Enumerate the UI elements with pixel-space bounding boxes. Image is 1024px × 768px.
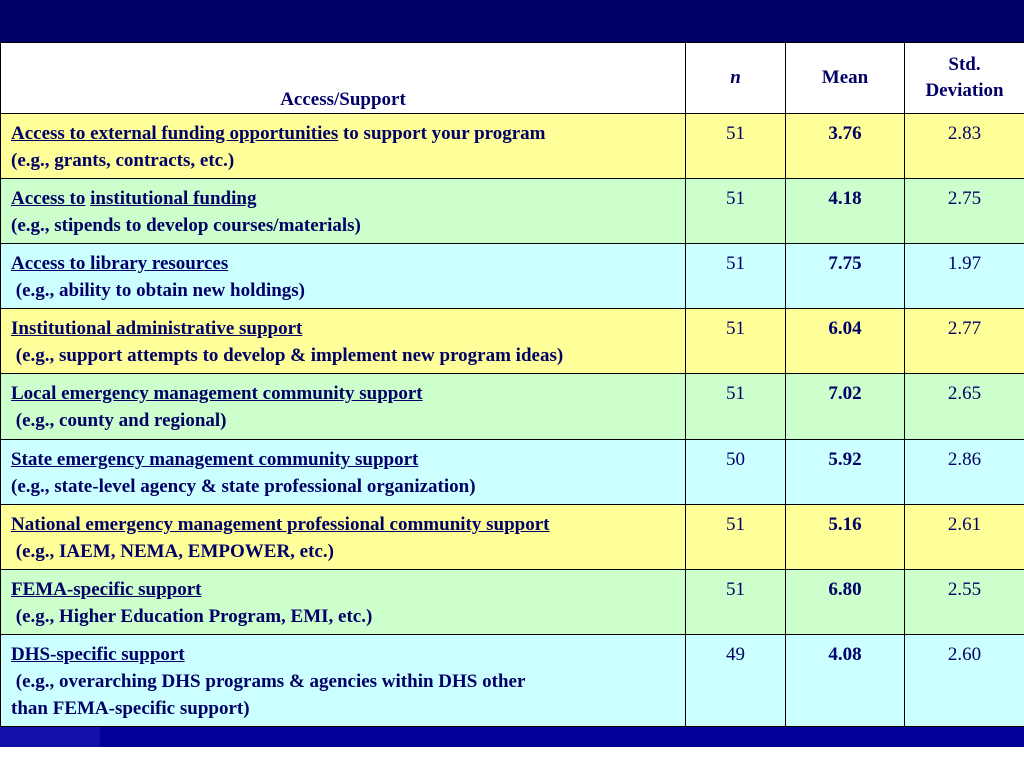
row-label bbox=[1, 179, 686, 244]
row-link[interactable]: State emergency management community support bbox=[11, 449, 419, 470]
row-n: 49 bbox=[686, 635, 786, 727]
row-link[interactable]: National emergency management professional community support bbox=[11, 514, 550, 535]
row-n: 51 bbox=[686, 244, 786, 309]
row-mean: 4.18 bbox=[786, 179, 905, 244]
row-link[interactable]: Local emergency management community support bbox=[11, 383, 423, 404]
header-row bbox=[1, 43, 1024, 114]
top-title-band bbox=[0, 0, 1024, 42]
row-std-deviation: 2.83 bbox=[905, 114, 1024, 179]
table-row bbox=[1, 309, 1024, 374]
row-mean: 3.76 bbox=[786, 114, 905, 179]
row-std-deviation: 2.65 bbox=[905, 374, 1024, 440]
table-row bbox=[1, 635, 1024, 727]
row-std-deviation: 2.55 bbox=[905, 570, 1024, 635]
row-link[interactable]: Access to library resources bbox=[11, 253, 229, 274]
row-mean: 7.75 bbox=[786, 244, 905, 309]
row-label bbox=[1, 505, 686, 570]
row-link-secondary[interactable]: institutional funding bbox=[90, 188, 257, 209]
row-example: (e.g., grants, contracts, etc.) bbox=[11, 150, 235, 171]
row-n: 50 bbox=[686, 440, 786, 505]
header-n: n bbox=[686, 43, 786, 114]
row-example: (e.g., stipends to develop courses/materials) bbox=[11, 215, 361, 236]
row-example: (e.g., county and regional) bbox=[15, 410, 227, 431]
row-std-deviation: 2.60 bbox=[905, 635, 1024, 727]
row-label bbox=[1, 374, 686, 440]
row-n: 51 bbox=[686, 179, 786, 244]
row-n: 51 bbox=[686, 570, 786, 635]
row-link[interactable]: Institutional administrative support bbox=[11, 318, 303, 339]
row-example: (e.g., support attempts to develop & implement new program ideas) bbox=[15, 345, 564, 366]
header-std-line2: Deviation bbox=[925, 80, 1004, 101]
row-n: 51 bbox=[686, 114, 786, 179]
row-n: 51 bbox=[686, 309, 786, 374]
header-std-deviation bbox=[905, 43, 1024, 114]
row-std-deviation: 2.61 bbox=[905, 505, 1024, 570]
row-mean: 4.08 bbox=[786, 635, 905, 727]
row-label bbox=[1, 440, 686, 505]
row-label bbox=[1, 114, 686, 179]
row-label bbox=[1, 309, 686, 374]
table-row bbox=[1, 374, 1024, 440]
row-example: (e.g., Higher Education Program, EMI, etc.) bbox=[15, 606, 373, 627]
table-row bbox=[1, 179, 1024, 244]
row-mean: 5.16 bbox=[786, 505, 905, 570]
table-row bbox=[1, 570, 1024, 635]
table-row bbox=[1, 114, 1024, 179]
row-link[interactable]: Access to bbox=[11, 188, 86, 209]
row-link[interactable]: Access to external funding opportunities bbox=[11, 123, 339, 144]
row-label bbox=[1, 570, 686, 635]
row-mean: 5.92 bbox=[786, 440, 905, 505]
header-std-line1: Std. bbox=[948, 54, 981, 75]
footer-strip bbox=[0, 727, 1024, 747]
row-label bbox=[1, 635, 686, 727]
row-example: (e.g., overarching DHS programs & agencies within DHS other bbox=[15, 671, 526, 692]
row-std-deviation: 2.77 bbox=[905, 309, 1024, 374]
row-mean: 7.02 bbox=[786, 374, 905, 440]
survey-results-table bbox=[0, 42, 1024, 727]
header-access-support: Access/Support bbox=[1, 43, 686, 114]
row-link[interactable]: FEMA-specific support bbox=[11, 579, 202, 600]
row-example: (e.g., IAEM, NEMA, EMPOWER, etc.) bbox=[15, 541, 334, 562]
row-example: (e.g., state-level agency & state professional organization) bbox=[11, 476, 476, 497]
table-row bbox=[1, 440, 1024, 505]
row-std-deviation: 1.97 bbox=[905, 244, 1024, 309]
row-link[interactable]: DHS-specific support bbox=[11, 644, 185, 665]
row-mean: 6.04 bbox=[786, 309, 905, 374]
row-example: (e.g., ability to obtain new holdings) bbox=[15, 280, 306, 301]
row-std-deviation: 2.75 bbox=[905, 179, 1024, 244]
header-mean: Mean bbox=[786, 43, 905, 114]
row-n: 51 bbox=[686, 505, 786, 570]
table-row bbox=[1, 505, 1024, 570]
table-row bbox=[1, 244, 1024, 309]
row-example-cont: than FEMA-specific support) bbox=[11, 698, 250, 719]
row-std-deviation: 2.86 bbox=[905, 440, 1024, 505]
footer-white-area bbox=[0, 747, 1024, 768]
row-label-rest: to support your program bbox=[338, 123, 546, 144]
row-label bbox=[1, 244, 686, 309]
row-mean: 6.80 bbox=[786, 570, 905, 635]
row-n: 51 bbox=[686, 374, 786, 440]
